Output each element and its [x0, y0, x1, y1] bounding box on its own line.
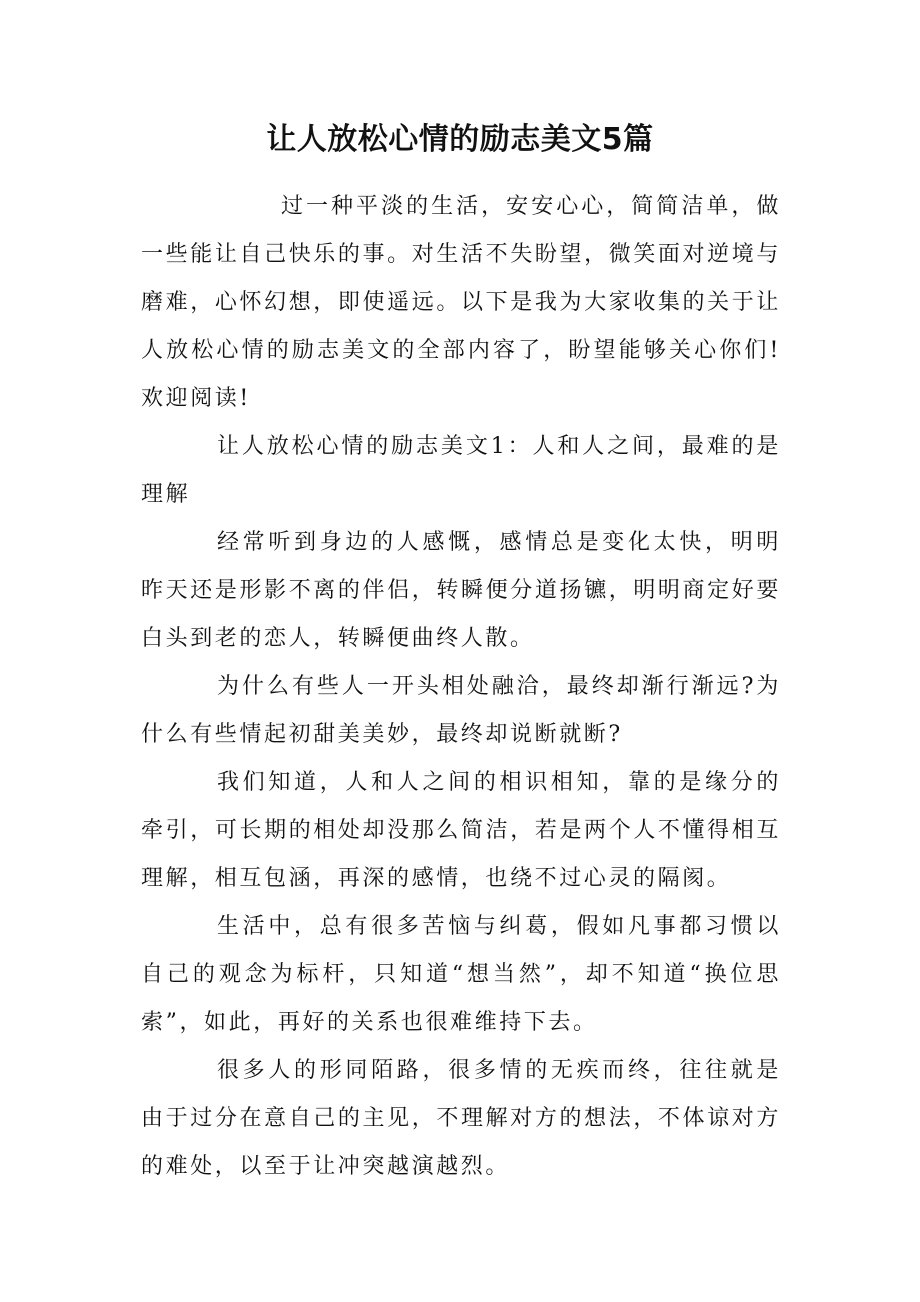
document-title: 让人放松心情的励志美文5篇 [266, 122, 654, 157]
document-body [141, 183, 781, 1191]
paragraph: 我们知道，人和人之间的相识相知，靠的是缘分的牵引，可长期的相处却没那么简洁，若是两个人不懂得相互理解，相互包涵，再深的感情，也绕不过心灵的隔阂。 [141, 770, 781, 891]
paragraph: 生活中，总有很多苦恼与纠葛，假如凡事都习惯以自己的观念为标杆，只知道“想当然”，却不知道“换位思索”，如此，再好的关系也很难维持下去。 [141, 914, 781, 1035]
paragraph-intro: 过一种平淡的生活，安安心心，简简洁单，做一些能让自己快乐的事。对生活不失盼望，微笑面对逆境与磨难，心怀幻想，即使遥远。以下是我为大家收集的关于让人放松心情的励志美文的全部内容了，盼望能够关心你们!欢迎阅读! [141, 194, 781, 411]
section-heading-1: 让人放松心情的励志美文1：人和人之间，最难的是理解 [141, 434, 781, 507]
paragraph: 为什么有些人一开头相处融洽，最终却渐行渐远?为什么有些情起初甜美美妙，最终却说断就断? [141, 674, 781, 747]
paragraph: 经常听到身边的人感慨，感情总是变化太快，明明昨天还是形影不离的伴侣，转瞬便分道扬镳，明明商定好要白头到老的恋人，转瞬便曲终人散。 [141, 530, 781, 651]
paragraph: 很多人的形同陌路，很多情的无疾而终，往往就是由于过分在意自己的主见，不理解对方的想法，不体谅对方的难处，以至于让冲突越演越烈。 [141, 1058, 781, 1179]
